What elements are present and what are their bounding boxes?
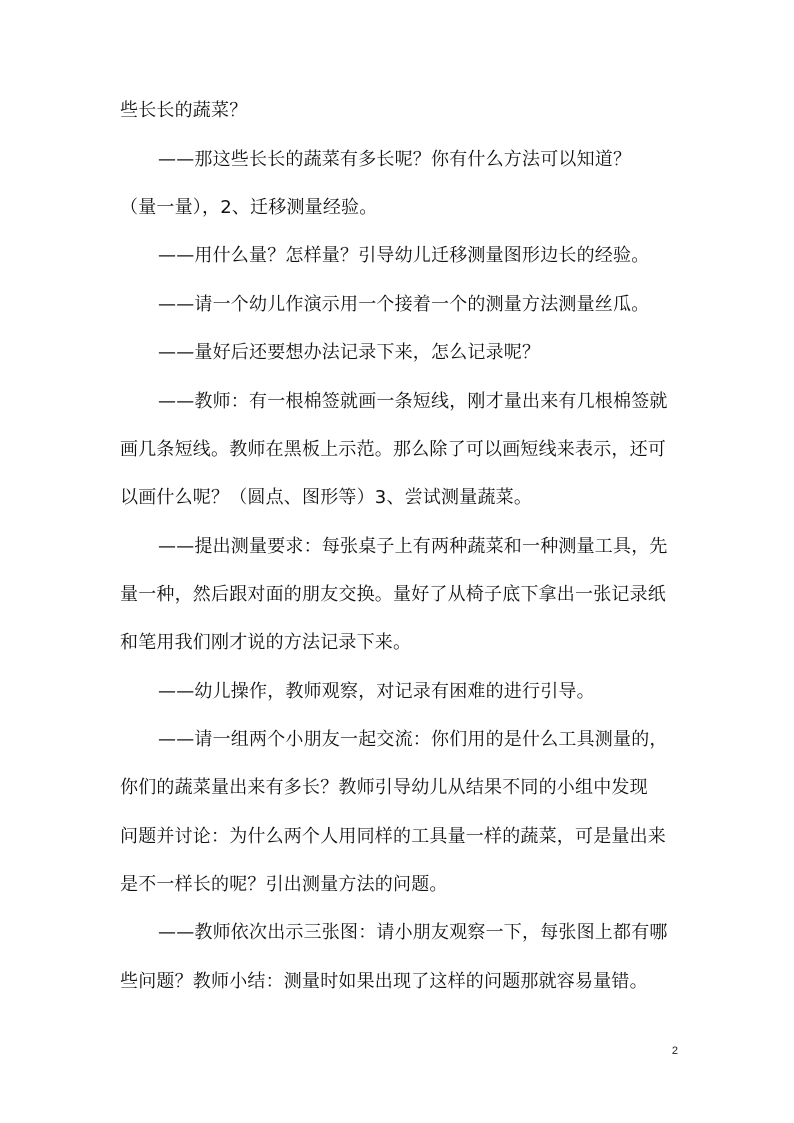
text-line: ——请一个幼儿作演示用一个接着一个的测量方法测量丝瓜。 bbox=[158, 294, 650, 315]
text-line: ——请一组两个小朋友一起交流：你们用的是什么工具测量的， bbox=[158, 729, 668, 750]
text-line: 以画什么呢？（圆点、图形等）3、尝试测量蔬菜。 bbox=[120, 487, 533, 508]
text-line: 是不一样长的呢？引出测量方法的问题。 bbox=[120, 874, 448, 895]
text-line: ——量好后还要想办法记录下来，怎么记录呢？ bbox=[158, 342, 541, 363]
text-line: 量一种，然后跟对面的朋友交换。量好了从椅子底下拿出一张记录纸 bbox=[120, 584, 666, 605]
text-line: （量一量），2、迁移测量经验。 bbox=[120, 197, 378, 218]
text-line: ——那这些长长的蔬菜有多长呢？你有什么方法可以知道？ bbox=[158, 149, 632, 170]
text-line: 你们的蔬菜量出来有多长？教师引导幼儿从结果不同的小组中发现 bbox=[120, 777, 648, 798]
text-line: 些问题？教师小结：测量时如果出现了这样的问题那就容易量错。 bbox=[120, 971, 648, 992]
text-line: 和笔用我们刚才说的方法记录下来。 bbox=[120, 632, 412, 653]
text-line: ——教师：有一根棉签就画一条短线，刚才量出来有几根棉签就 bbox=[158, 391, 668, 412]
text-line: ——幼儿操作，教师观察，对记录有困难的进行引导。 bbox=[158, 681, 595, 702]
text-line: 画几条短线。教师在黑板上示范。那么除了可以画短线来表示，还可 bbox=[120, 439, 666, 460]
text-line: ——用什么量？怎样量？引导幼儿迁移测量图形边长的经验。 bbox=[158, 245, 650, 266]
text-line: ——教师依次出示三张图：请小朋友观察一下，每张图上都有哪 bbox=[158, 922, 668, 943]
text-line: 些长长的蔬菜？ bbox=[120, 100, 248, 121]
page-number: 2 bbox=[671, 1045, 678, 1057]
text-line: 问题并讨论：为什么两个人用同样的工具量一样的蔬菜，可是量出来 bbox=[120, 826, 666, 847]
text-line: ——提出测量要求：每张桌子上有两种蔬菜和一种测量工具，先 bbox=[158, 536, 668, 557]
